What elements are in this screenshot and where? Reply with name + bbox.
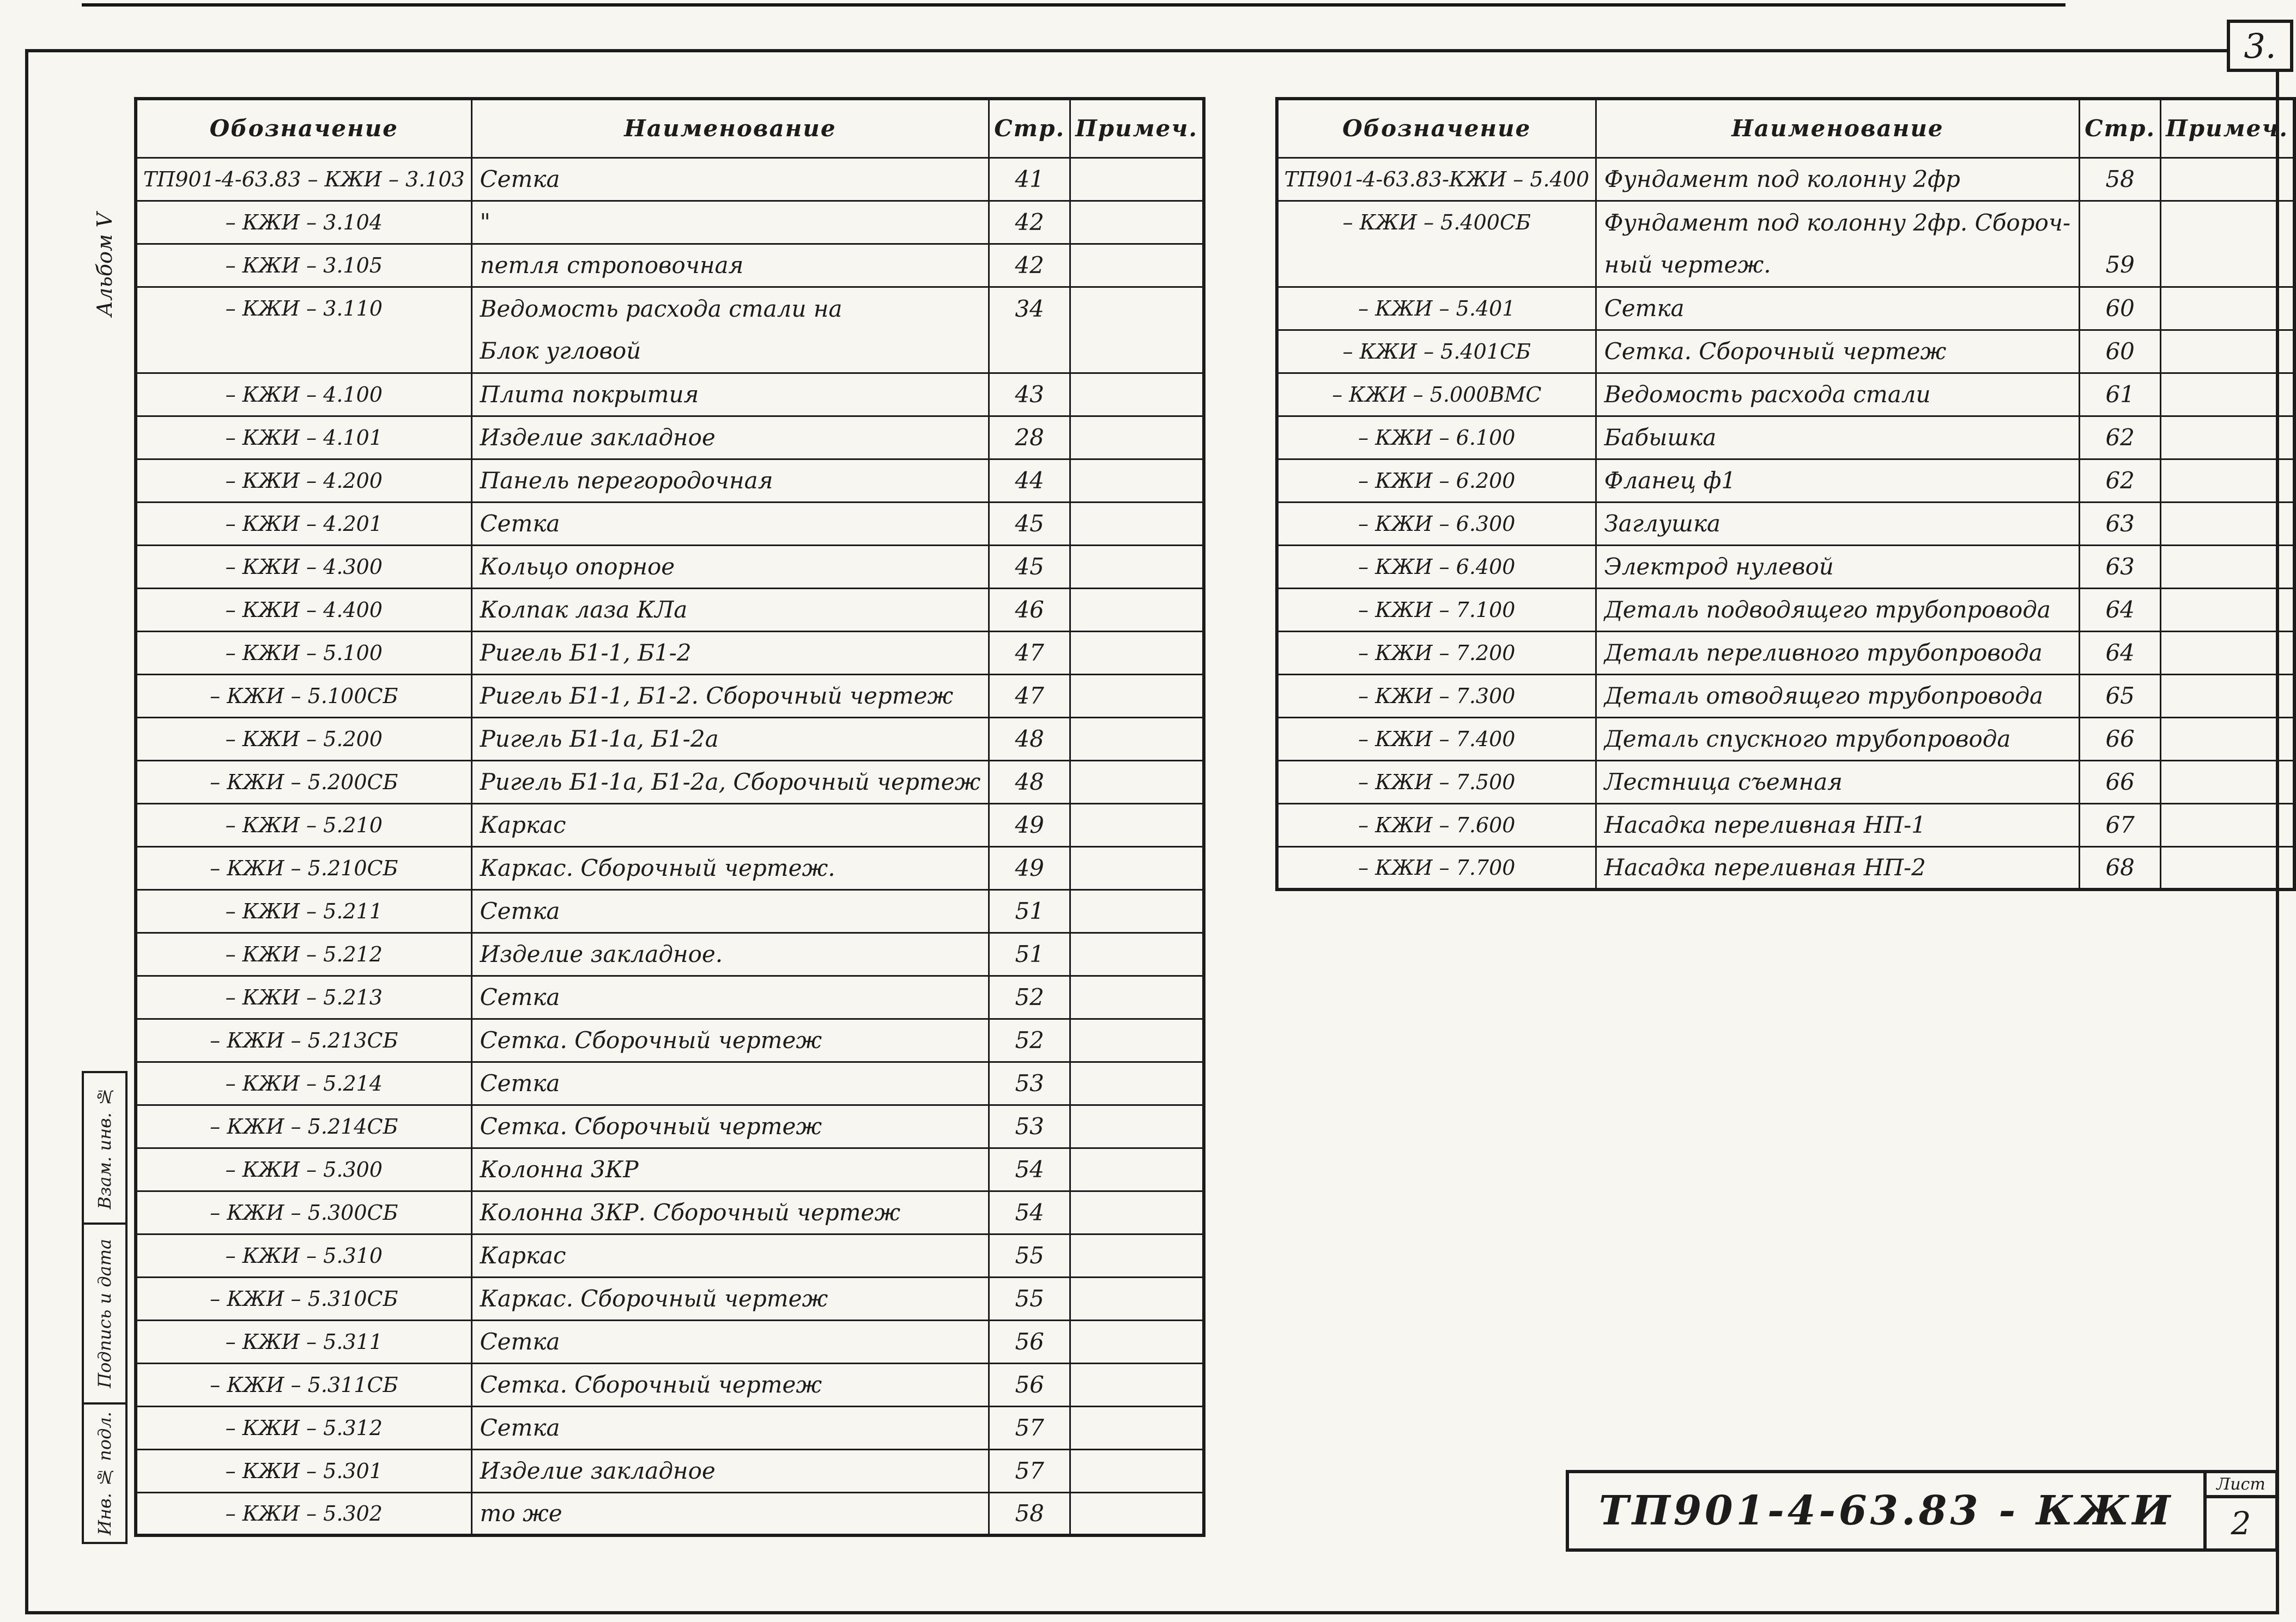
cell-name: Колонна 3КР [471,1148,989,1191]
contents-table-right [1275,97,2296,891]
cell-designation: – КЖИ – 7.500 [1277,760,1596,803]
cell-note [1070,803,1204,846]
cell-name: Сетка [1596,287,2080,330]
cell-page: 34 [989,287,1070,330]
cell-designation: – КЖИ – 5.000ВМС [1277,373,1596,416]
margin-label-vzam-inv: Взам. инв. № [94,1086,115,1209]
cell-designation: – КЖИ – 4.201 [136,502,471,545]
cell-designation: – КЖИ – 6.300 [1277,502,1596,545]
table-row [136,1449,1204,1492]
cell-designation: – КЖИ – 5.310СБ [136,1277,471,1320]
cell-page: 57 [989,1449,1070,1492]
cell-page: 54 [989,1191,1070,1234]
table-row [136,1406,1204,1449]
cell-page: 48 [989,717,1070,760]
cell-name: Каркас [471,1234,989,1277]
cell-name: Сетка [471,502,989,545]
cell-note [1070,1320,1204,1363]
cell-note [2161,760,2294,803]
cell-page: 44 [989,459,1070,502]
cell-designation: – КЖИ – 5.100СБ [136,674,471,717]
cell-page: 60 [2080,330,2161,373]
cell-name: Фундамент под колонну 2фр. Сбороч- [1596,201,2080,244]
cell-designation: – КЖИ – 5.214 [136,1062,471,1105]
table-row [136,933,1204,976]
table-row [136,244,1204,287]
cell-name: Ригель Б1-1а, Б1-2а [471,717,989,760]
cell-designation: – КЖИ – 7.400 [1277,717,1596,760]
cell-note [1070,244,1204,287]
cell-note [2161,416,2294,459]
cell-page: 51 [989,889,1070,933]
cell-designation: – КЖИ – 5.302 [136,1492,471,1535]
cell-designation: – КЖИ – 7.200 [1277,631,1596,674]
cell-designation: – КЖИ – 5.213 [136,976,471,1019]
table-row [1277,158,2294,201]
cell-designation: – КЖИ – 5.211 [136,889,471,933]
cell-page: 43 [989,373,1070,416]
cell-name: ный чертеж. [1596,244,2080,287]
cell-page: 53 [989,1105,1070,1148]
cell-name: Сетка. Сборочный чертеж [471,1019,989,1062]
table-row [136,846,1204,889]
cell-name: петля строповочная [471,244,989,287]
cell-page: 28 [989,416,1070,459]
cell-designation: – КЖИ – 5.213СБ [136,1019,471,1062]
cell-note [2161,502,2294,545]
table-row [1277,330,2294,373]
cell-note [1070,674,1204,717]
cell-designation: – КЖИ – 5.200 [136,717,471,760]
cell-name: Каркас. Сборочный чертеж [471,1277,989,1320]
cell-designation: – КЖИ – 4.100 [136,373,471,416]
cell-name: Сетка. Сборочный чертеж [471,1105,989,1148]
table-row [1277,416,2294,459]
table-row [136,201,1204,244]
table-row [136,502,1204,545]
cell-page [989,330,1070,373]
cell-name: Деталь переливного трубопровода [1596,631,2080,674]
cell-designation: – КЖИ – 6.400 [1277,545,1596,588]
cell-page: 52 [989,1019,1070,1062]
cell-page: 56 [989,1320,1070,1363]
margin-label-inv-podl: Инв. № подл. [94,1411,115,1535]
cell-note [1070,158,1204,201]
table-row [1277,502,2294,545]
table-row [1277,717,2294,760]
table-row [136,1105,1204,1148]
cell-note [1070,545,1204,588]
cell-page [2080,201,2161,244]
table-row [136,760,1204,803]
cell-name: Деталь отводящего трубопровода [1596,674,2080,717]
cell-designation: – КЖИ – 7.100 [1277,588,1596,631]
cell-page: 42 [989,244,1070,287]
album-label: Альбом V [93,212,117,317]
cell-name: Ригель Б1-1, Б1-2 [471,631,989,674]
cell-name: Колпак лаза КЛа [471,588,989,631]
table-row [136,976,1204,1019]
table-row [136,1363,1204,1406]
table-row [136,717,1204,760]
cell-note [2161,158,2294,201]
table-row [136,1234,1204,1277]
cell-name: Насадка переливная НП-1 [1596,803,2080,846]
table-row [136,1062,1204,1105]
page-number-box [2227,20,2293,72]
cell-designation: – КЖИ – 4.400 [136,588,471,631]
cell-page: 49 [989,803,1070,846]
cell-note [1070,717,1204,760]
cell-name: Фундамент под колонну 2фр [1596,158,2080,201]
cell-name: Деталь подводящего трубопровода [1596,588,2080,631]
cell-designation: – КЖИ – 5.400СБ [1277,201,1596,244]
cell-note [1070,1191,1204,1234]
cell-designation: – КЖИ – 5.310 [136,1234,471,1277]
cell-designation: – КЖИ – 5.210СБ [136,846,471,889]
table-row [1277,674,2294,717]
cell-designation [136,330,471,373]
cell-page: 55 [989,1234,1070,1277]
cell-page: 68 [2080,846,2161,889]
table-row [1277,760,2294,803]
cell-page: 59 [2080,244,2161,287]
cell-name: Блок угловой [471,330,989,373]
cell-note [1070,1019,1204,1062]
cell-page: 63 [2080,545,2161,588]
cell-note [1070,1406,1204,1449]
cell-name: Заглушка [1596,502,2080,545]
cell-name: Электрод нулевой [1596,545,2080,588]
document-code: ТП901-4-63.83 - КЖИ [1566,1470,2207,1552]
cell-page: 41 [989,158,1070,201]
table-header-row [1277,99,2294,158]
cell-note [2161,244,2294,287]
cell-name: Изделие закладное. [471,933,989,976]
cell-note [1070,588,1204,631]
column-header-note: Примеч. [2161,99,2294,158]
cell-page: 52 [989,976,1070,1019]
cell-designation: – КЖИ – 7.600 [1277,803,1596,846]
cell-note [1070,933,1204,976]
table-row [136,1320,1204,1363]
column-header-name: Наименование [1596,99,2080,158]
cell-designation: ТП901-4-63.83 – КЖИ – 3.103 [136,158,471,201]
cell-page: 45 [989,545,1070,588]
cell-name: Панель перегородочная [471,459,989,502]
cell-name: Сетка. Сборочный чертеж [471,1363,989,1406]
cell-note [2161,588,2294,631]
table-row [136,545,1204,588]
cell-designation: – КЖИ – 5.214СБ [136,1105,471,1148]
sheet-box [2207,1470,2279,1552]
cell-designation: – КЖИ – 5.300 [136,1148,471,1191]
column-header-note: Примеч. [1070,99,1204,158]
cell-name: Лестница съемная [1596,760,2080,803]
cell-note [2161,545,2294,588]
cell-note [2161,803,2294,846]
cell-note [1070,889,1204,933]
cell-name: Сетка [471,1062,989,1105]
cell-note [2161,631,2294,674]
cell-page: 47 [989,631,1070,674]
cell-name: Сетка [471,976,989,1019]
table-row [136,1019,1204,1062]
cell-page: 54 [989,1148,1070,1191]
cell-page: 49 [989,846,1070,889]
cell-note [1070,846,1204,889]
cell-page: 65 [2080,674,2161,717]
table-row [136,373,1204,416]
cell-note [2161,373,2294,416]
cell-name: Изделие закладное [471,1449,989,1492]
cell-note [1070,201,1204,244]
cell-note [1070,631,1204,674]
contents-table-left [134,97,1205,1537]
cell-note [1070,976,1204,1019]
table-header-row [136,99,1204,158]
cell-note [1070,330,1204,373]
cell-designation: – КЖИ – 5.401 [1277,287,1596,330]
cell-name: Сетка [471,158,989,201]
cell-name: Сетка [471,1406,989,1449]
cell-page: 47 [989,674,1070,717]
cell-page: 60 [2080,287,2161,330]
cell-designation: – КЖИ – 7.300 [1277,674,1596,717]
cell-note [1070,1492,1204,1535]
cell-designation: – КЖИ – 5.200СБ [136,760,471,803]
cell-note [1070,1449,1204,1492]
cell-designation: – КЖИ – 4.300 [136,545,471,588]
table-row [1277,846,2294,889]
cell-page: 56 [989,1363,1070,1406]
cell-note [1070,373,1204,416]
cell-designation: – КЖИ – 5.301 [136,1449,471,1492]
cell-page: 64 [2080,588,2161,631]
cell-note [2161,717,2294,760]
margin-stamp-cell [84,1405,125,1542]
cell-designation: – КЖИ – 5.212 [136,933,471,976]
cell-note [1070,416,1204,459]
cell-note [1070,287,1204,330]
cell-note [1070,502,1204,545]
cell-note [2161,287,2294,330]
cell-note [2161,330,2294,373]
cell-note [2161,674,2294,717]
table-row [1277,588,2294,631]
cell-page: 46 [989,588,1070,631]
album-label-box [82,196,128,332]
cell-page: 62 [2080,416,2161,459]
cell-page: 48 [989,760,1070,803]
cell-page: 63 [2080,502,2161,545]
cell-designation: – КЖИ – 3.110 [136,287,471,330]
title-block [1566,1470,2279,1552]
table-row [136,330,1204,373]
cell-name: Ригель Б1-1а, Б1-2а, Сборочный чертеж [471,760,989,803]
cell-name: Сетка [471,889,989,933]
cell-note [2161,459,2294,502]
table-row [136,1148,1204,1191]
column-header-designation: Обозначение [136,99,471,158]
cell-designation: ТП901-4-63.83-КЖИ – 5.400 [1277,158,1596,201]
cell-designation: – КЖИ – 5.311 [136,1320,471,1363]
cell-page: 57 [989,1406,1070,1449]
table-row [1277,459,2294,502]
scan-edge-artifact [82,3,2065,7]
cell-page: 53 [989,1062,1070,1105]
sheet-label: Лист [2207,1470,2279,1498]
table-row [136,1191,1204,1234]
table-row [136,588,1204,631]
table-row [136,416,1204,459]
cell-note [1070,760,1204,803]
cell-designation: – КЖИ – 5.312 [136,1406,471,1449]
cell-name: Каркас [471,803,989,846]
margin-stamp-column [82,1071,128,1544]
cell-page: 66 [2080,717,2161,760]
table-row [1277,244,2294,287]
cell-page: 42 [989,201,1070,244]
table-row [136,287,1204,330]
margin-label-podpis-data: Подпись и дата [94,1239,115,1388]
cell-note [1070,1234,1204,1277]
cell-page: 58 [2080,158,2161,201]
cell-designation: – КЖИ – 5.401СБ [1277,330,1596,373]
cell-designation: – КЖИ – 4.101 [136,416,471,459]
table-row [1277,373,2294,416]
cell-note [1070,1363,1204,1406]
table-row [1277,201,2294,244]
page-number: 3. [2244,26,2276,66]
cell-name: Колонна 3КР. Сборочный чертеж [471,1191,989,1234]
cell-name: Бабышка [1596,416,2080,459]
sheet-number: 2 [2207,1498,2279,1552]
cell-designation: – КЖИ – 5.210 [136,803,471,846]
cell-note [1070,1062,1204,1105]
table-row [1277,803,2294,846]
cell-name: Деталь спускного трубопровода [1596,717,2080,760]
table-row [136,889,1204,933]
cell-designation: – КЖИ – 3.105 [136,244,471,287]
table-row [1277,631,2294,674]
cell-designation: – КЖИ – 6.200 [1277,459,1596,502]
cell-name: Сетка. Сборочный чертеж [1596,330,2080,373]
column-header-name: Наименование [471,99,989,158]
cell-designation: – КЖИ – 4.200 [136,459,471,502]
cell-designation [1277,244,1596,287]
cell-name: Изделие закладное [471,416,989,459]
table-row [136,674,1204,717]
cell-name: Насадка переливная НП-2 [1596,846,2080,889]
margin-stamp-cell [84,1073,125,1225]
cell-name: Сетка [471,1320,989,1363]
table-row [136,631,1204,674]
cell-designation: – КЖИ – 5.100 [136,631,471,674]
column-header-designation: Обозначение [1277,99,1596,158]
table-row [136,1492,1204,1535]
cell-page: 45 [989,502,1070,545]
cell-page: 61 [2080,373,2161,416]
cell-page: 66 [2080,760,2161,803]
cell-note [2161,846,2294,889]
cell-designation: – КЖИ – 5.311СБ [136,1363,471,1406]
cell-page: 62 [2080,459,2161,502]
cell-name: Плита покрытия [471,373,989,416]
column-header-page: Стр. [2080,99,2161,158]
cell-designation: – КЖИ – 7.700 [1277,846,1596,889]
cell-note [1070,1105,1204,1148]
table-row [136,158,1204,201]
cell-note [2161,201,2294,244]
cell-name: Ведомость расхода стали на [471,287,989,330]
cell-name: Каркас. Сборочный чертеж. [471,846,989,889]
cell-name: Фланец ф1 [1596,459,2080,502]
table-row [136,1277,1204,1320]
column-header-page: Стр. [989,99,1070,158]
cell-designation: – КЖИ – 5.300СБ [136,1191,471,1234]
cell-page: 51 [989,933,1070,976]
cell-designation: – КЖИ – 3.104 [136,201,471,244]
cell-page: 55 [989,1277,1070,1320]
cell-note [1070,459,1204,502]
cell-name: Кольцо опорное [471,545,989,588]
cell-name: " [471,201,989,244]
table-row [1277,545,2294,588]
cell-note [1070,1148,1204,1191]
cell-page: 64 [2080,631,2161,674]
cell-page: 67 [2080,803,2161,846]
cell-name: Ведомость расхода стали [1596,373,2080,416]
cell-designation: – КЖИ – 6.100 [1277,416,1596,459]
margin-stamp-cell [84,1225,125,1405]
cell-name: Ригель Б1-1, Б1-2. Сборочный чертеж [471,674,989,717]
cell-page: 58 [989,1492,1070,1535]
table-row [136,803,1204,846]
table-row [136,459,1204,502]
cell-name: то же [471,1492,989,1535]
cell-note [1070,1277,1204,1320]
table-row [1277,287,2294,330]
